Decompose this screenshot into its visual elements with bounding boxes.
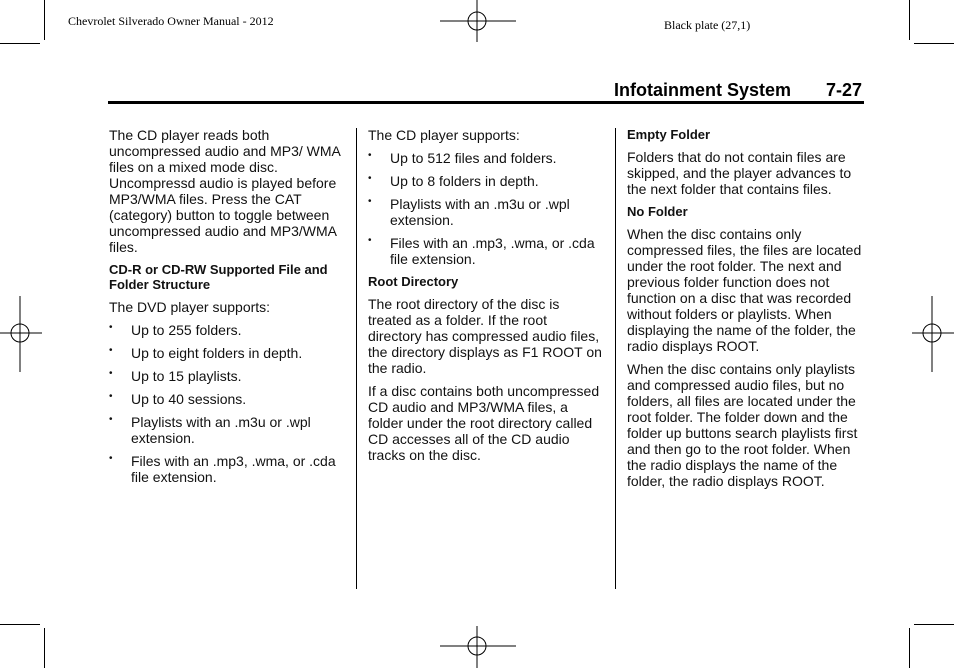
list-item: • Files with an .mp3, .wma, or .cda file extension. (368, 235, 595, 267)
bullet-icon: • (109, 453, 113, 464)
crop-mark (0, 43, 40, 44)
paragraph: If a disc contains both uncompressed CD audio and MP3/WMA files, a folder under the root directory called CD accesses all of the CD audio tracks on the disc. (368, 383, 600, 463)
registration-mark-top-icon (440, 0, 516, 42)
crop-mark (914, 624, 954, 625)
column-divider (356, 128, 357, 589)
registration-mark-left-icon (0, 296, 42, 372)
column-divider (615, 128, 616, 589)
list-item: • Up to 40 sessions. (109, 391, 247, 407)
list-item: • Up to 512 files and folders. (368, 150, 557, 166)
registration-mark-right-icon (912, 296, 954, 372)
subheading: Root Directory (368, 274, 459, 289)
list-item: • Playlists with an .m3u or .wpl extension. (109, 414, 311, 446)
crop-mark (914, 43, 954, 44)
paragraph: The root directory of the disc is treated as a folder. If the root directory has compressed audio files, the directory displays as F1 ROOT on the radio. (368, 296, 602, 376)
bullet-icon: • (109, 345, 113, 356)
list-item: • Playlists with an .m3u or .wpl extension. (368, 196, 570, 228)
plate-label: Black plate (27,1) (664, 18, 751, 32)
bullet-icon: • (368, 173, 372, 184)
paragraph: Folders that do not contain files are skipped, and the player advances to the next folder that contains files. (627, 149, 852, 197)
section-title: Infotainment System (614, 80, 792, 100)
crop-mark (909, 628, 910, 668)
list-item: • Up to 255 folders. (109, 322, 242, 338)
bullet-icon: • (109, 391, 113, 402)
bullet-list (368, 150, 604, 267)
bullet-icon: • (109, 368, 113, 379)
list-item: • Files with an .mp3, .wma, or .cda file extension. (109, 453, 336, 485)
bullet-list (109, 322, 345, 485)
subheading: Empty Folder (627, 127, 711, 142)
crop-mark (44, 628, 45, 668)
crop-mark (909, 0, 910, 40)
paragraph: The CD player supports: (368, 127, 520, 143)
paragraph: The DVD player supports: (109, 299, 271, 315)
column-1 (109, 127, 345, 492)
list-item: • Up to eight folders in depth. (109, 345, 303, 361)
crop-mark (0, 624, 40, 625)
bullet-icon: • (109, 322, 113, 333)
subheading: CD-R or CD-RW Supported File and Folder Structure (109, 262, 328, 292)
page-number: 7-27 (826, 80, 863, 100)
list-item: • Up to 8 folders in depth. (368, 173, 539, 189)
bullet-icon: • (368, 235, 372, 246)
registration-mark-bottom-icon (440, 626, 516, 668)
bullet-icon: • (368, 150, 372, 161)
header-rule (108, 101, 864, 104)
bullet-icon: • (368, 196, 372, 207)
paragraph: When the disc contains only playlists and compressed audio files, but no folders, all files are located under the root folder. The folder down and the folder up buttons search playlists first and then go to the root folder. When the radio displays the name of the folder, the radio displays ROOT. (627, 361, 858, 489)
subheading: No Folder (627, 204, 688, 219)
paragraph: When the disc contains only compressed files, the files are located under the root folder. The next and previous folder function does not function on a disc that was recorded without folders or playlists. When displaying the name of the folder, the radio displays ROOT. (627, 226, 862, 354)
column-2 (368, 127, 604, 470)
crop-mark (44, 0, 45, 40)
list-item: • Up to 15 playlists. (109, 368, 242, 384)
bullet-icon: • (109, 414, 113, 425)
manual-title: Chevrolet Silverado Owner Manual - 2012 (68, 14, 274, 28)
column-3 (627, 127, 865, 496)
intro-paragraph: The CD player reads both uncompressed audio and MP3/ WMA files on a mixed mode disc. Uncompressd audio is played before MP3/WMA files. Press the CAT (category) button to toggle between uncompressed audio and MP3/WMA files. (109, 127, 341, 255)
